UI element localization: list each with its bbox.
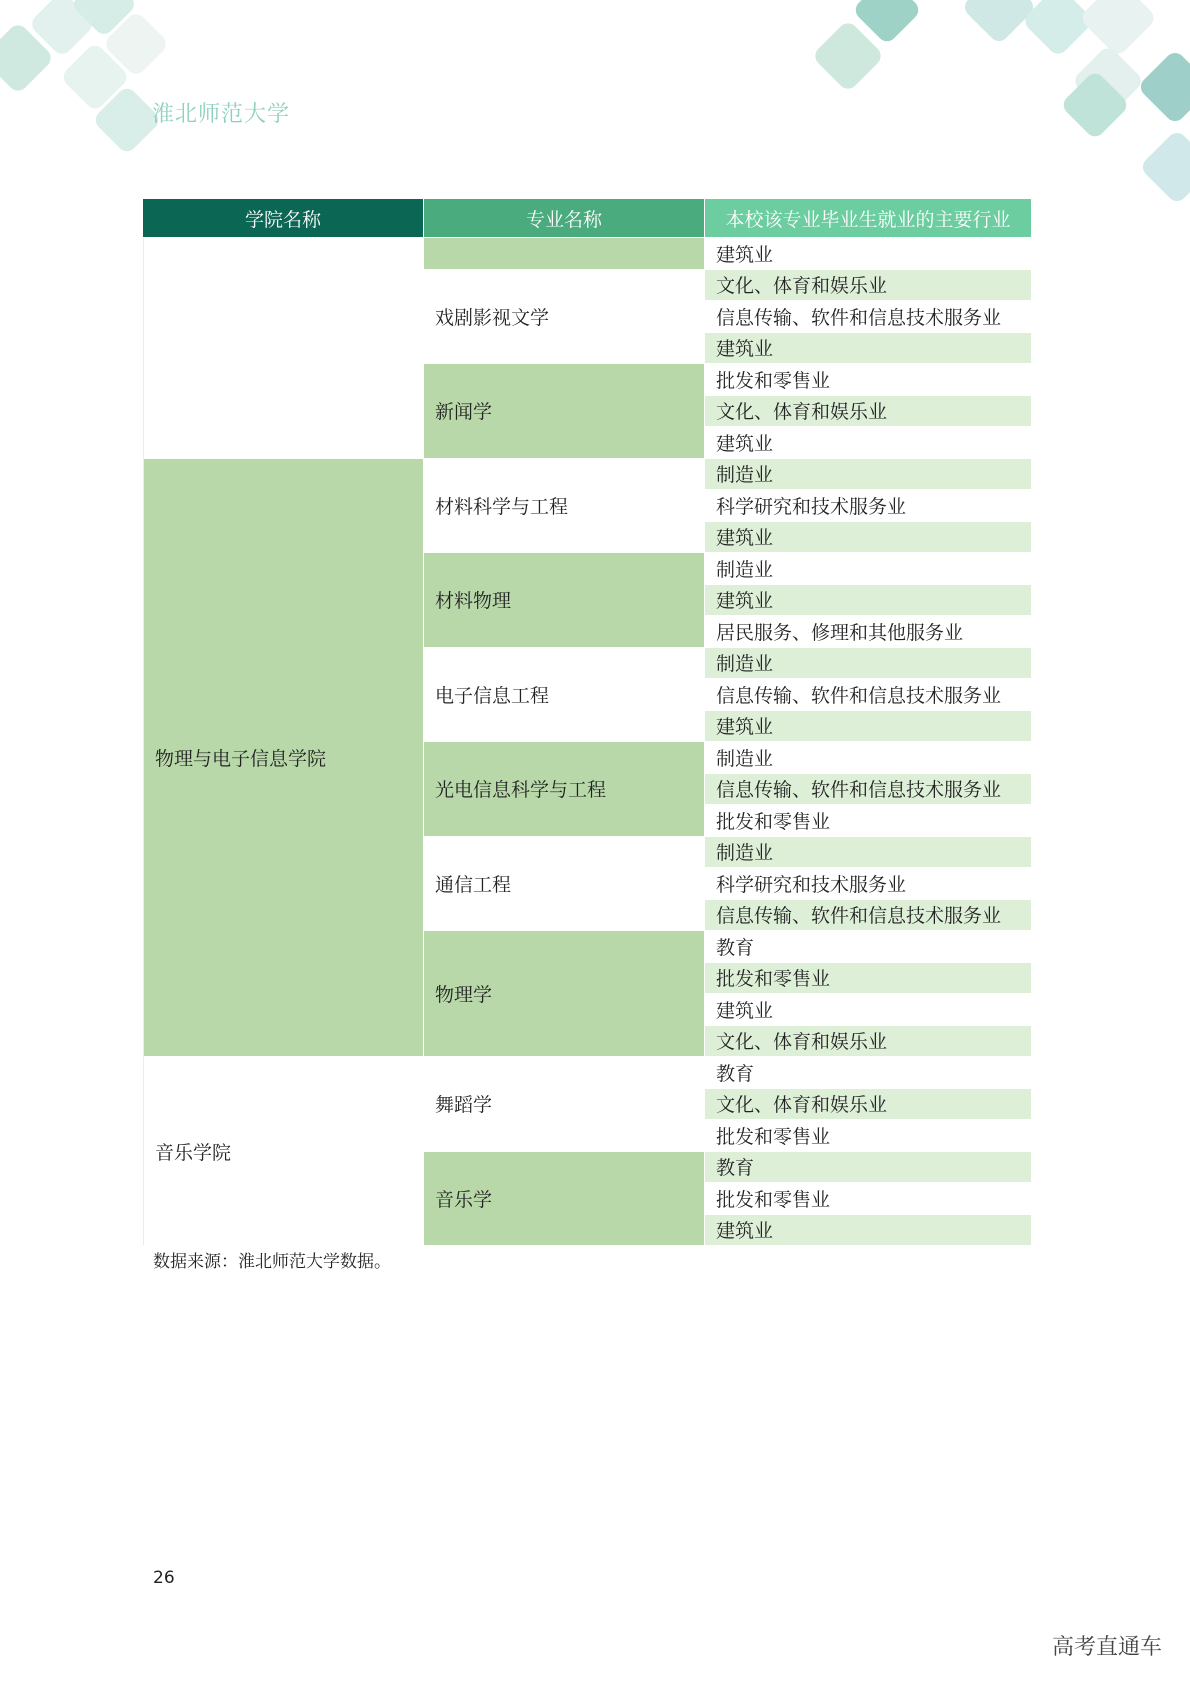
industry-cell: 制造业 bbox=[705, 837, 1032, 869]
major-cell: 材料科学与工程 bbox=[424, 459, 705, 554]
major-cell: 材料物理 bbox=[424, 553, 705, 648]
major-cell: 光电信息科学与工程 bbox=[424, 742, 705, 837]
industry-cell: 居民服务、修理和其他服务业 bbox=[705, 616, 1032, 648]
industry-cell: 教育 bbox=[705, 931, 1032, 963]
header-industry: 本校该专业毕业生就业的主要行业 bbox=[705, 199, 1032, 238]
major-cell: 舞蹈学 bbox=[424, 1057, 705, 1152]
industry-cell: 建筑业 bbox=[705, 522, 1032, 554]
industry-cell: 批发和零售业 bbox=[705, 1183, 1032, 1215]
college-cell: 音乐学院 bbox=[143, 1057, 424, 1246]
industry-cell: 建筑业 bbox=[705, 427, 1032, 459]
industry-cell: 信息传输、软件和信息技术服务业 bbox=[705, 774, 1032, 806]
industry-cell: 批发和零售业 bbox=[705, 1120, 1032, 1152]
source-note: 数据来源：淮北师范大学数据。 bbox=[153, 1252, 391, 1272]
university-name: 淮北师范大学 bbox=[152, 102, 291, 127]
industry-cell: 信息传输、软件和信息技术服务业 bbox=[705, 900, 1032, 932]
industry-cell: 制造业 bbox=[705, 742, 1032, 774]
industry-cell: 文化、体育和娱乐业 bbox=[705, 1026, 1032, 1058]
industry-cell: 建筑业 bbox=[705, 994, 1032, 1026]
watermark: 高考直通车 bbox=[1052, 1635, 1163, 1660]
major-cell: 新闻学 bbox=[424, 364, 705, 459]
industry-cell: 批发和零售业 bbox=[705, 364, 1032, 396]
industry-cell: 信息传输、软件和信息技术服务业 bbox=[705, 301, 1032, 333]
college-cell bbox=[143, 238, 424, 459]
industry-cell: 文化、体育和娱乐业 bbox=[705, 1089, 1032, 1121]
industry-cell: 制造业 bbox=[705, 459, 1032, 491]
header-major: 专业名称 bbox=[424, 199, 705, 238]
industry-cell: 批发和零售业 bbox=[705, 805, 1032, 837]
industry-cell: 批发和零售业 bbox=[705, 963, 1032, 995]
employment-industry-table bbox=[143, 199, 1032, 1246]
college-cell: 物理与电子信息学院 bbox=[143, 459, 424, 1058]
industry-cell: 信息传输、软件和信息技术服务业 bbox=[705, 679, 1032, 711]
header-college: 学院名称 bbox=[143, 199, 424, 238]
major-cell: 戏剧影视文学 bbox=[424, 270, 705, 365]
industry-cell: 文化、体育和娱乐业 bbox=[705, 270, 1032, 302]
industry-cell: 科学研究和技术服务业 bbox=[705, 490, 1032, 522]
industry-cell: 教育 bbox=[705, 1057, 1032, 1089]
industry-cell: 文化、体育和娱乐业 bbox=[705, 396, 1032, 428]
industry-cell: 建筑业 bbox=[705, 333, 1032, 365]
industry-cell: 建筑业 bbox=[705, 585, 1032, 617]
industry-cell: 建筑业 bbox=[705, 238, 1032, 270]
industry-cell: 科学研究和技术服务业 bbox=[705, 868, 1032, 900]
industry-cell: 教育 bbox=[705, 1152, 1032, 1184]
major-cell: 物理学 bbox=[424, 931, 705, 1057]
major-cell: 通信工程 bbox=[424, 837, 705, 932]
major-cell: 音乐学 bbox=[424, 1152, 705, 1247]
major-cell: 电子信息工程 bbox=[424, 648, 705, 743]
industry-cell: 建筑业 bbox=[705, 1215, 1032, 1247]
major-cell bbox=[424, 238, 705, 270]
industry-cell: 建筑业 bbox=[705, 711, 1032, 743]
industry-cell: 制造业 bbox=[705, 553, 1032, 585]
page-number: 26 bbox=[153, 1568, 175, 1588]
industry-cell: 制造业 bbox=[705, 648, 1032, 680]
